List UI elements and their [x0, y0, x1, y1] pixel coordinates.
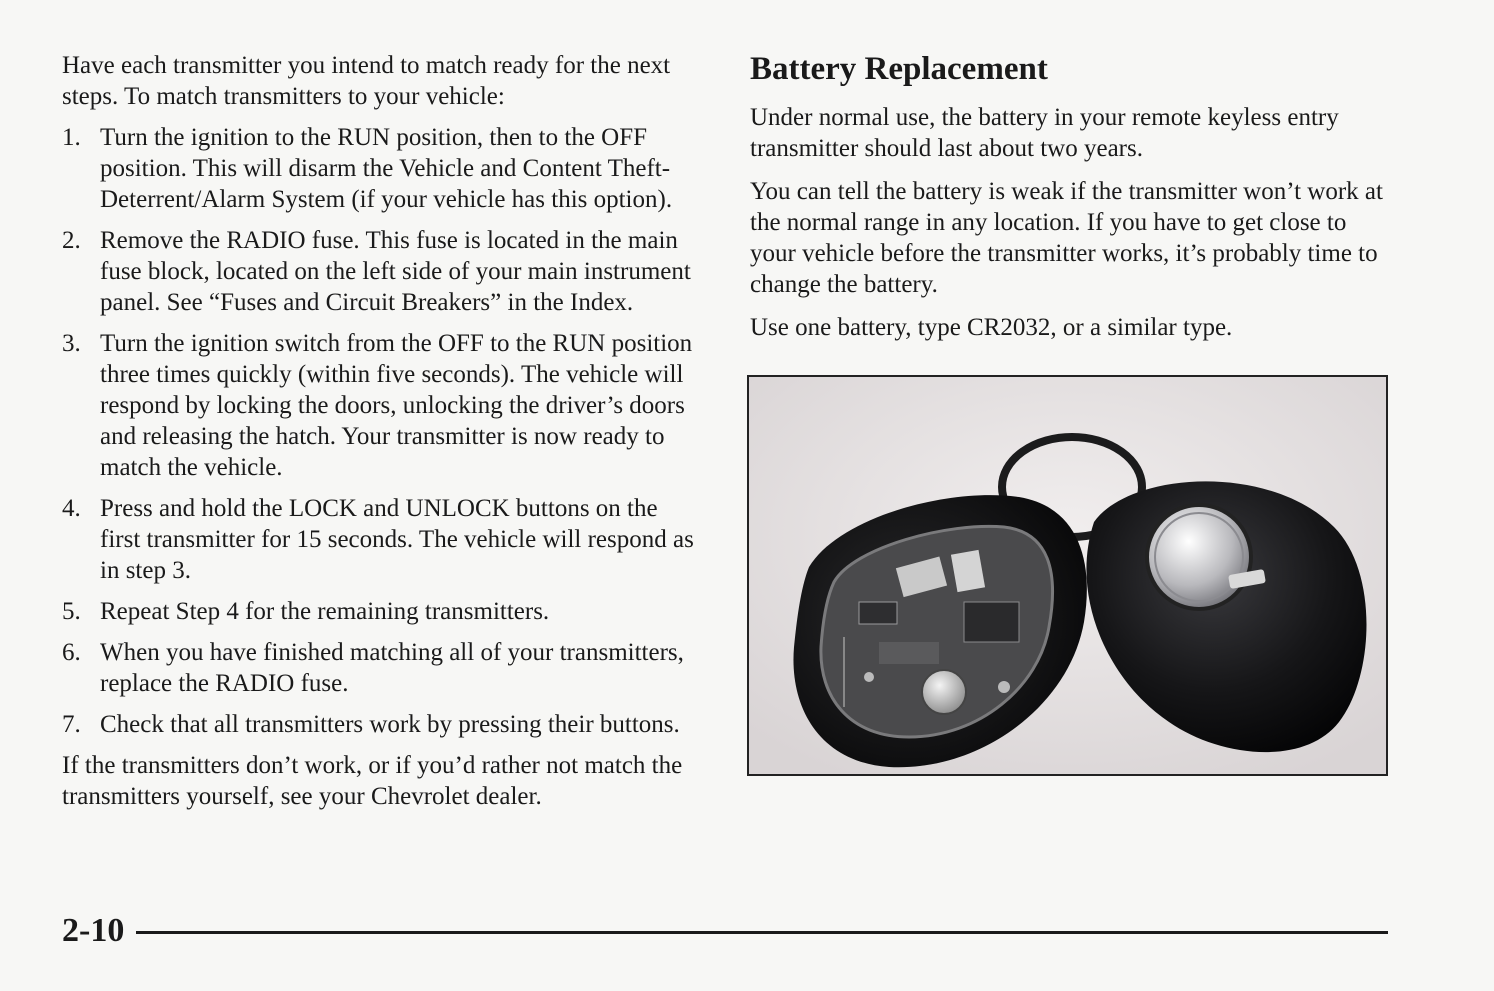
step-text: Remove the RADIO fuse. This fuse is located in the main fuse block, located on the left side of your main instrument panel. See “Fuses and Circuit Breakers” in the Index.	[100, 227, 691, 316]
step-number: 2.	[62, 227, 81, 254]
step-number: 5.	[62, 598, 81, 625]
step-text: Press and hold the LOCK and UNLOCK buttons on the first transmitter for 15 seconds. The vehicle will respond as in step 3.	[100, 495, 694, 584]
step-item	[62, 122, 702, 215]
step-text: Repeat Step 4 for the remaining transmitters.	[100, 598, 550, 625]
step-number: 3.	[62, 330, 81, 357]
weak-battery-paragraph: You can tell the battery is weak if the transmitter won’t work at the normal range in any location. If you have to get close to your vehicle before the transmitter works, it’s probably time to change the battery.	[750, 178, 1383, 298]
opened-transmitter-illustration	[749, 377, 1386, 774]
step-number: 1.	[62, 124, 81, 151]
step-text: Check that all transmitters work by pressing their buttons.	[100, 711, 680, 738]
battery-type-paragraph: Use one battery, type CR2032, or a similar type.	[750, 314, 1233, 341]
step-text: Turn the ignition switch from the OFF to the RUN position three times quickly (within five seconds). The vehicle will respond by locking the doors, unlocking the driver’s doors and releasing the hatch. Your transmitter is now ready to match the vehicle.	[100, 330, 693, 481]
section-heading: Battery Replacement	[750, 51, 1048, 87]
left-column	[62, 50, 702, 812]
battery-cell	[922, 670, 966, 714]
page-number: 2-10	[62, 912, 125, 949]
battery-life-paragraph: Under normal use, the battery in your remote keyless entry transmitter should last about two years.	[750, 104, 1339, 162]
step-item	[62, 709, 702, 740]
step-item	[62, 328, 702, 483]
step-text: Turn the ignition to the RUN position, then to the OFF position. This will disarm the Vehicle and Content Theft-Deterrent/Alarm System (if your vehicle has this option).	[100, 124, 673, 213]
right-column	[750, 50, 1390, 355]
step-number: 6.	[62, 639, 81, 666]
outro-paragraph: If the transmitters don’t work, or if you’d rather not match the transmitters yourself, see your Chevrolet dealer.	[62, 752, 683, 810]
step-number: 7.	[62, 711, 81, 738]
step-item	[62, 225, 702, 318]
battery-window	[1147, 505, 1251, 609]
transmitter-photo	[747, 375, 1388, 776]
matching-steps-list	[62, 122, 702, 740]
footer-rule	[136, 931, 1388, 934]
step-item	[62, 596, 702, 627]
step-text: When you have finished matching all of your transmitters, replace the RADIO fuse.	[100, 639, 684, 697]
intro-paragraph: Have each transmitter you intend to match ready for the next steps. To match transmitters to your vehicle:	[62, 52, 671, 110]
step-item	[62, 637, 702, 699]
step-item	[62, 493, 702, 586]
step-number: 4.	[62, 495, 81, 522]
